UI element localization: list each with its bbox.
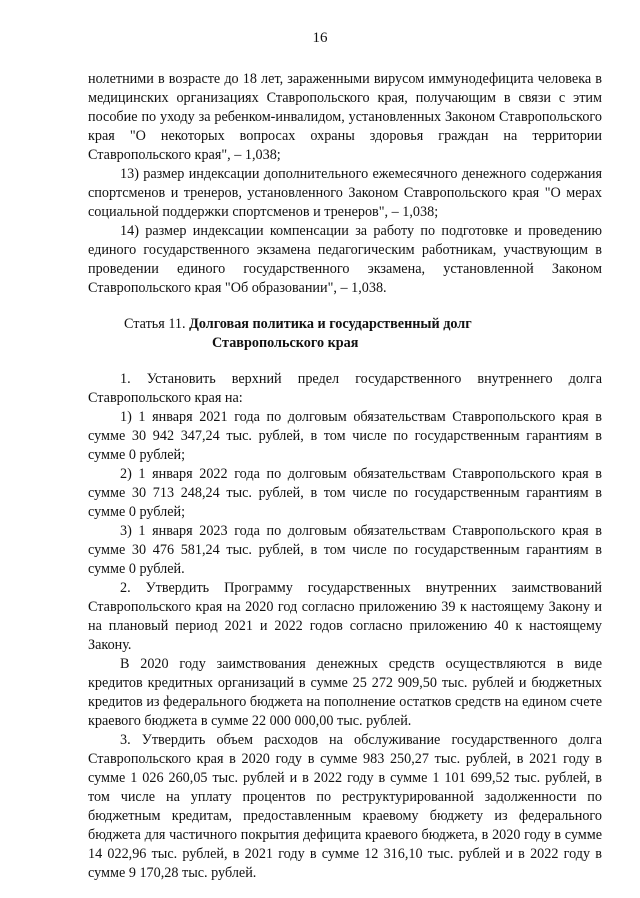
article-heading [88,315,602,353]
paragraph-clause-1-item-3: 3) 1 января 2023 года по долговым обязательствам Ставропольского края в сумме 30 476 581,24 тыс. рублей, в том числе по государственным гарантиям в сумме 0 рублей. [88,523,602,577]
article-number: Статья 11. [124,316,186,332]
article-title-line2: Ставропольского края [212,335,359,351]
paragraph-clause-2: 2. Утвердить Программу государственных внутренних заимствований Ставропольского края на 2020 год согласно приложению 39 к настоящему Закону и на плановый период 2021 и 2022 годов согласно приложению 40 к настоящему Закону. [88,580,602,653]
paragraph-clause-1: 1. Установить верхний предел государственного внутреннего долга Ставропольского края на: [88,371,602,406]
paragraph-clause-1-item-2: 2) 1 января 2022 года по долговым обязательствам Ставропольского края в сумме 30 713 248,24 тыс. рублей, в том числе по государственным гарантиям в сумме 0 рублей; [88,466,602,520]
document-body [88,70,602,883]
paragraph-clause-3: 3. Утвердить объем расходов на обслуживание государственного долга Ставропольского края в 2020 году в сумме 983 250,27 тыс. рублей, в 2021 году в сумме 1 026 260,05 тыс. рублей и в 2022 году в сумме 1 101 699,52 тыс. рублей, в том числе на уплату процентов по реструктурированной задолженности по бюджетным кредитам, предоставленным краевому бюджету из федерального бюджета для частичного покрытия дефицита краевого бюджета, в 2020 году в сумме 14 022,96 тыс. рублей, в 2021 году в сумме 12 316,10 тыс. рублей и в 2022 году в сумме 9 170,28 тыс. рублей. [88,732,602,881]
article-title-line1: Долговая политика и государственный долг [189,316,472,332]
paragraph-item-14: 14) размер индексации компенсации за работу по подготовке и проведению единого государственного экзамена педагогическим работникам, участвующим в проведении единого государственного экзамена, установленной Законом Ставропольского края "Об образовании", – 1,038. [88,223,602,296]
paragraph-continuation: нолетними в возрасте до 18 лет, зараженными вирусом иммунодефицита человека в медицинских организациях Ставропольского края, получающим в связи с этим пособие по уходу за ребенком-инвалидом, установленных Законом Ставропольского края "О некоторых вопросах охраны здоровья граждан на территории Ставропольского края", – 1,038; [88,71,602,163]
page-number: 16 [312,30,328,46]
paragraph-clause-1-item-1: 1) 1 января 2021 года по долговым обязательствам Ставропольского края в сумме 30 942 347,24 тыс. рублей, в том числе по государственным гарантиям в сумме 0 рублей; [88,409,602,463]
paragraph-borrowing: В 2020 году заимствования денежных средств осуществляются в виде кредитов кредитных организаций в сумме 25 272 909,50 тыс. рублей и бюджетных кредитов из федерального бюджета на пополнение остатков средств на едином счете краевого бюджета в сумме 22 000 000,00 тыс. рублей. [88,656,602,729]
paragraph-item-13: 13) размер индексации дополнительного ежемесячного денежного содержания спортсменов и тренеров, установленного Законом Ставропольского края "О мерах социальной поддержки спортсменов и тренеров", – 1,038; [88,166,602,220]
